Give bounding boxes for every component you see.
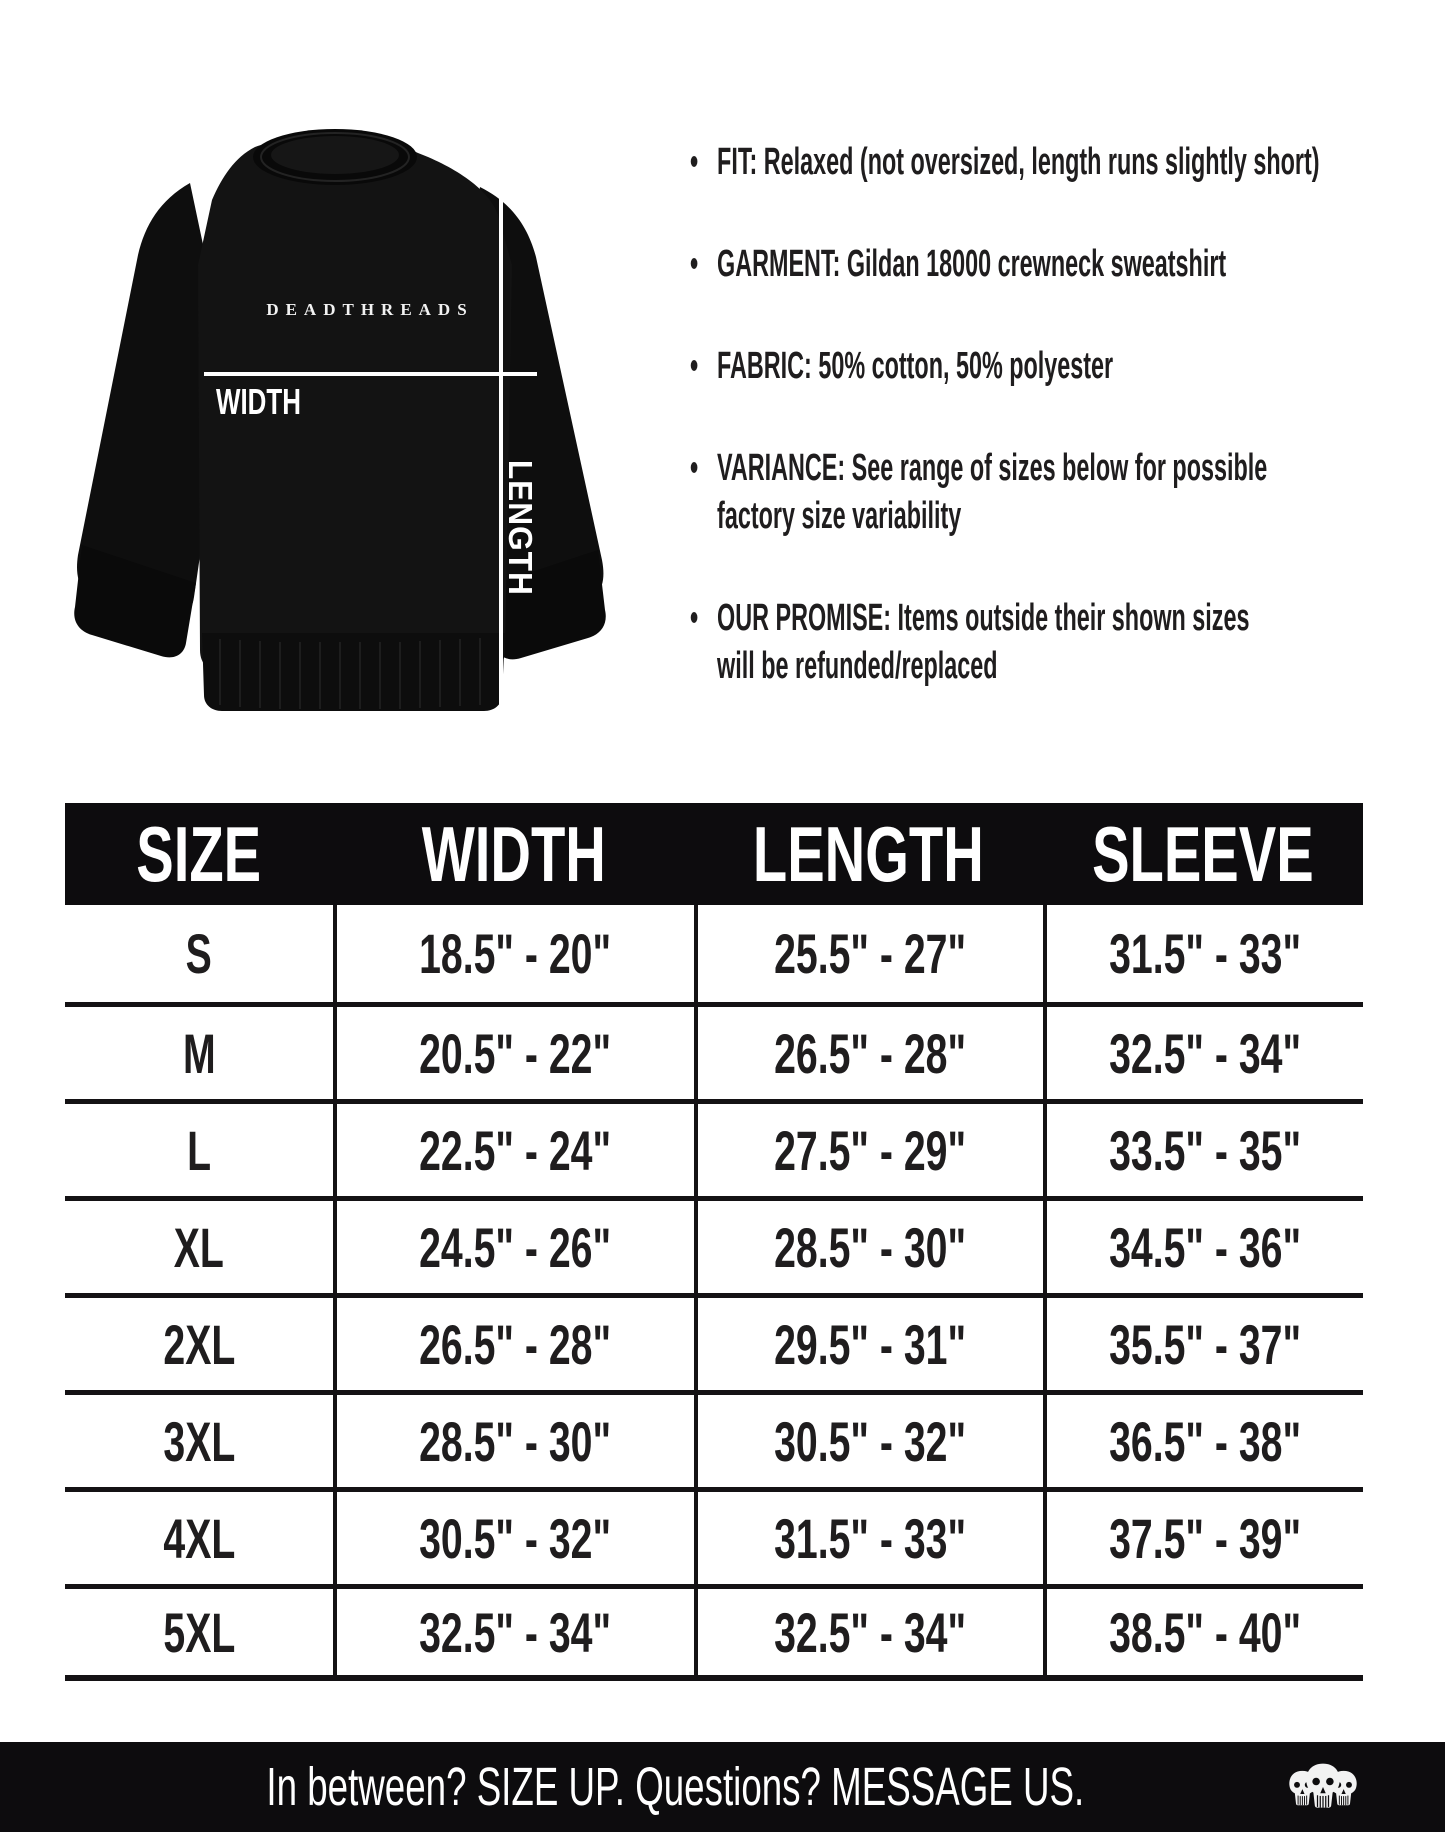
sweatshirt-photo [50, 105, 660, 715]
cell-length: 26.5" - 28" [694, 1002, 1043, 1099]
spec-bullets [690, 138, 1403, 744]
cell-sleeve: 37.5" - 39" [1043, 1487, 1363, 1584]
cell-sleeve: 34.5" - 36" [1043, 1196, 1363, 1293]
cell-size: XL [65, 1196, 333, 1293]
cell-size: M [65, 1002, 333, 1099]
cell-sleeve: 31.5" - 33" [1043, 905, 1363, 1002]
cell-length: 29.5" - 31" [694, 1293, 1043, 1390]
cell-size: S [65, 905, 333, 1002]
cell-width: 24.5" - 26" [333, 1196, 694, 1293]
cell-width: 22.5" - 24" [333, 1099, 694, 1196]
size-table-body [65, 905, 1363, 1681]
skulls-logo-icon [1281, 1754, 1365, 1820]
spec-bullet-garment: • GARMENT: Gildan 18000 crewneck sweatshirt [690, 240, 1403, 288]
cell-width: 28.5" - 30" [333, 1390, 694, 1487]
spec-bullet-promise: • OUR PROMISE: Items outside their shown sizes will be refunded/replaced [690, 594, 1403, 690]
size-table-header [65, 803, 1363, 905]
cell-sleeve: 38.5" - 40" [1043, 1584, 1363, 1681]
cell-sleeve: 33.5" - 35" [1043, 1099, 1363, 1196]
header-cell-length: LENGTH [753, 810, 984, 898]
cell-size: 4XL [65, 1487, 333, 1584]
cell-length: 28.5" - 30" [694, 1196, 1043, 1293]
cell-size: 3XL [65, 1390, 333, 1487]
cell-length: 31.5" - 33" [694, 1487, 1043, 1584]
cell-width: 30.5" - 32" [333, 1487, 694, 1584]
cell-sleeve: 35.5" - 37" [1043, 1293, 1363, 1390]
cell-size: 5XL [65, 1584, 333, 1681]
bullet-dot: • [690, 345, 699, 387]
spec-bullet-fabric: • FABRIC: 50% cotton, 50% polyester [690, 342, 1403, 390]
cell-width: 32.5" - 34" [333, 1584, 694, 1681]
cell-length: 32.5" - 34" [694, 1584, 1043, 1681]
spec-bullet-variance: • VARIANCE: See range of sizes below for possible factory size variability [690, 444, 1403, 540]
header-cell-sleeve: SLEEVE [1092, 810, 1314, 898]
cell-width: 20.5" - 22" [333, 1002, 694, 1099]
cell-sleeve: 36.5" - 38" [1043, 1390, 1363, 1487]
cell-width: 18.5" - 20" [333, 905, 694, 1002]
brand-logo-text: DEADTHREADS [266, 300, 474, 319]
cell-length: 30.5" - 32" [694, 1390, 1043, 1487]
cell-size: 2XL [65, 1293, 333, 1390]
length-measure-line [499, 190, 503, 707]
header-cell-width: WIDTH [421, 810, 606, 898]
bullet-dot: • [690, 243, 699, 285]
spec-bullet-fit: • FIT: Relaxed (not oversized, length runs slightly short) [690, 138, 1403, 186]
width-label: WIDTH [216, 381, 301, 422]
width-measure-line [204, 372, 537, 376]
cell-length: 25.5" - 27" [694, 905, 1043, 1002]
cell-width: 26.5" - 28" [333, 1293, 694, 1390]
header-cell-size: SIZE [136, 810, 262, 898]
cell-size: L [65, 1099, 333, 1196]
length-label: LENGTH [502, 459, 539, 596]
cell-sleeve: 32.5" - 34" [1043, 1002, 1363, 1099]
bullet-dot: • [690, 141, 699, 183]
bullet-dot: • [690, 447, 699, 489]
footer-bar [0, 1742, 1445, 1832]
cell-length: 27.5" - 29" [694, 1099, 1043, 1196]
footer-message: In between? SIZE UP. Questions? MESSAGE US. [266, 1757, 1084, 1817]
bullet-dot: • [690, 597, 699, 639]
sweatshirt-illustration [50, 105, 660, 715]
